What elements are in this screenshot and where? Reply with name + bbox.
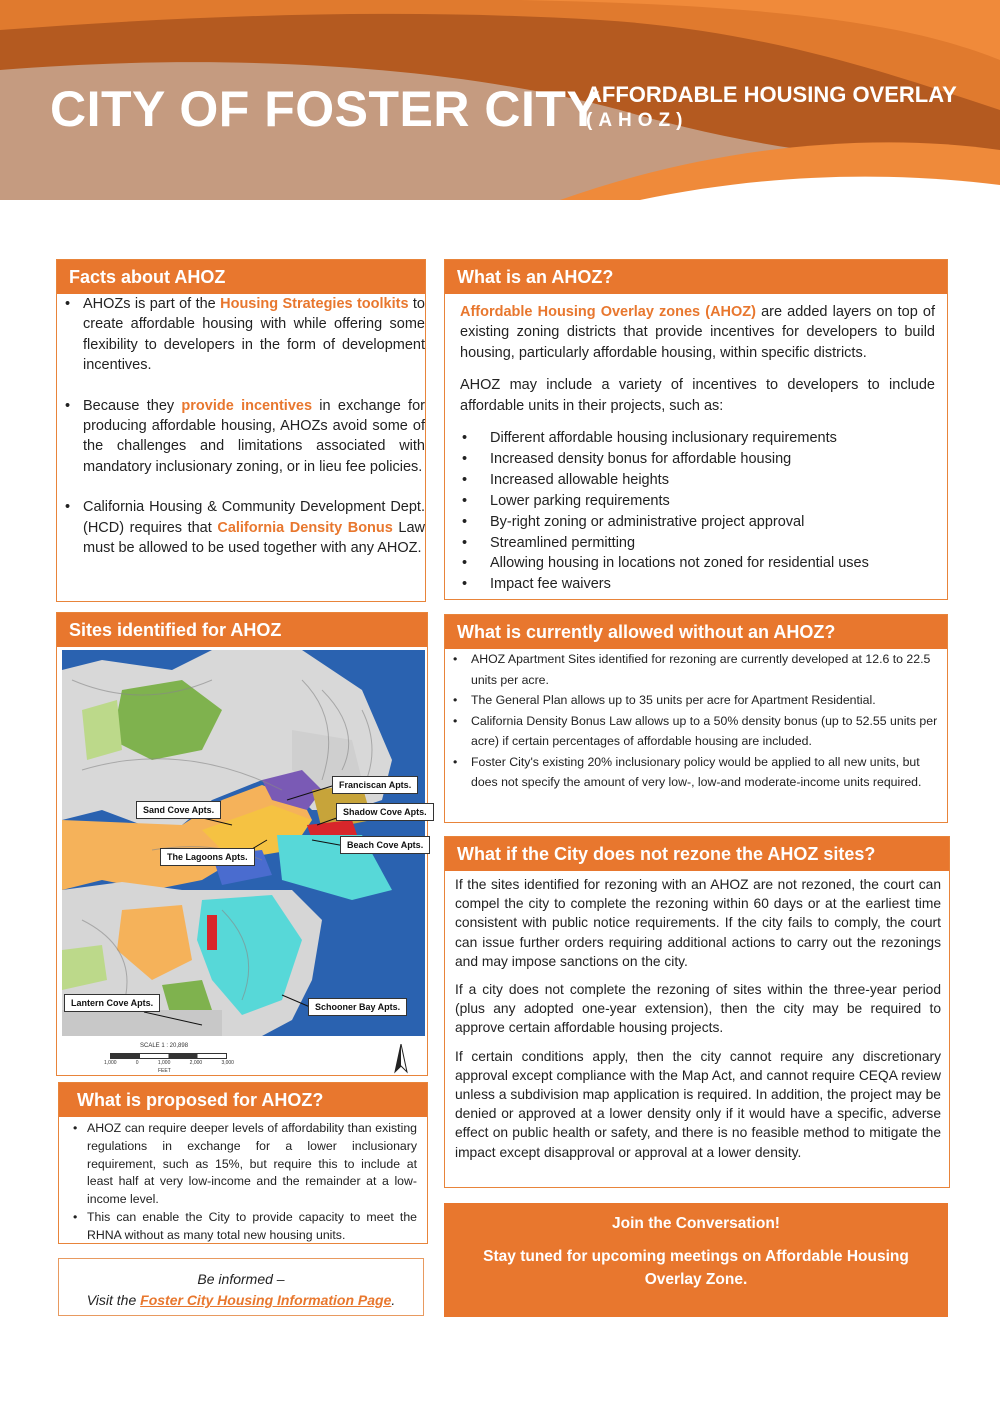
facts-section (56, 259, 426, 602)
list-item: • The General Plan allows up to 35 units per acre for Apartment Residential. (445, 690, 947, 711)
map-scale-label: SCALE 1 : 20,898 (140, 1043, 189, 1049)
scale-tick: 2,000 (189, 1060, 203, 1066)
facts-text: California Housing & Community Development Dept. (HCD) requires that (83, 499, 425, 536)
list-item: • Different affordable housing inclusionary requirements (460, 428, 935, 448)
map-label-beach-cove: Beach Cove Apts. (340, 836, 430, 854)
subtitle-text: AFFORDABLE HOUSING OVERLAY (586, 82, 957, 107)
current-section (444, 614, 948, 823)
informed-visit (59, 1290, 423, 1311)
rezone-paragraph: If certain conditions apply, then the city cannot require any discretionary approval except compliance with the Map Act, and cannot require CEQA review unless a subdivision map application is required. In addition, the project may be denied or approved at a lower density only if it would have a specific, adverse effect on public health or safety, and there is no feasible method to mitigate the impact except disapproval or approval at a lower density. (455, 1048, 941, 1160)
scale-tick: 0 (135, 1060, 139, 1066)
rezone-paragraph: If the sites identified for rezoning with an AHOZ are not rezoned, the court can compel the city to complete the rezoning within 60 days or at the earliest time consistent with public notice requirements. If the city fails to comply, the court can issue further orders requiring additional actions to carry out the rezonings and may impose sanctions on the city. (455, 877, 941, 969)
list-item: • Allowing housing in locations not zoned for residential uses (460, 553, 935, 573)
proposed-heading: What is proposed for AHOZ? (59, 1083, 427, 1117)
rezone-paragraph: If a city does not complete the rezoning of sites within the three-year period (plus any adopted one-year extension), then the city may be required to approve certain affordable housing projects. (455, 982, 941, 1036)
facts-item (57, 396, 425, 478)
page-header (0, 0, 1000, 200)
rezone-heading: What if the City does not rezone the AHOZ sites? (445, 837, 949, 871)
list-item: • Lower parking requirements (460, 491, 935, 511)
map-label-schooner-bay: Schooner Bay Apts. (308, 998, 407, 1016)
list-item: • Increased density bonus for affordable housing (460, 449, 935, 469)
housing-info-link[interactable]: Foster City Housing Information Page (140, 1292, 392, 1308)
what-body (445, 294, 947, 595)
list-item: • Increased allowable heights (460, 470, 935, 490)
what-paragraph: AHOZ may include a variety of incentives to developers to include affordable units in their projects, such as: (460, 377, 935, 414)
facts-item (57, 497, 425, 558)
facts-heading: Facts about AHOZ (57, 260, 425, 294)
map-label-lantern-cove: Lantern Cove Apts. (64, 994, 160, 1012)
what-heading: What is an AHOZ? (445, 260, 947, 294)
facts-text: Law must be allowed to be used together with any AHOZ. (83, 519, 425, 557)
proposed-section (58, 1082, 428, 1244)
list-item: • AHOZ can require deeper levels of affordability than existing regulations in exchange for a lower inclusionary requirement, such as 15%, but require this to include at least half at very low-income and the remainder at a low-income level. (65, 1120, 417, 1209)
list-item: • Impact fee waivers (460, 574, 935, 594)
facts-text: to create affordable housing with while offering some flexibility to developers in the form of development incentives. (83, 296, 425, 374)
page-subtitle (586, 82, 957, 134)
incentive-list (460, 428, 935, 595)
rezone-body (445, 871, 949, 1162)
map-label-lagoons: The Lagoons Apts. (160, 848, 255, 866)
list-item: • AHOZ Apartment Sites identified for rezoning are currently developed at 12.6 to 22.5 units per acre. (445, 649, 947, 690)
informed-box (58, 1258, 424, 1316)
join-text: Stay tuned for upcoming meetings on Affordable Housing Overlay Zone. (483, 1248, 909, 1288)
map-scale-bar (110, 1053, 227, 1059)
list-item: • California Density Bonus Law allows up to a 50% density bonus (up to 52.55 units per acre) if certain percentages of affordable housing are included. (445, 711, 947, 752)
map-label-franciscan: Franciscan Apts. (332, 776, 418, 794)
informed-text: Visit the (86, 1292, 141, 1308)
scale-tick: 1,000 (157, 1060, 171, 1066)
map-label-sand-cove: Sand Cove Apts. (136, 801, 221, 819)
informed-text: . (391, 1292, 396, 1308)
what-text: are added layers on top of existing zoning districts that provide incentives for developers to build housing, particularly affordable housing, within specific districts. (460, 304, 935, 361)
sites-heading: Sites identified for AHOZ (57, 613, 427, 647)
scale-tick: 3,000 (221, 1060, 234, 1066)
north-arrow-icon (394, 1044, 408, 1074)
list-item: • This can enable the City to provide capacity to meet the RHNA without as many total new housing units. (65, 1209, 417, 1245)
map-label-shadow-cove: Shadow Cove Apts. (336, 803, 434, 821)
informed-line: Be informed – (197, 1271, 285, 1287)
current-heading: What is currently allowed without an AHOZ? (445, 615, 947, 649)
what-highlight: Affordable Housing Overlay zones (AHOZ) (460, 304, 756, 320)
facts-highlight: provide incentives (181, 397, 313, 414)
facts-text: AHOZs is part of the (83, 296, 221, 312)
join-title: Join the Conversation! (612, 1215, 780, 1232)
join-box (444, 1203, 948, 1317)
facts-item (57, 294, 425, 376)
facts-text: Because they (83, 397, 182, 414)
map-scale-unit: FEET (158, 1068, 171, 1074)
list-item: • Foster City's existing 20% inclusionary policy would be applied to all new units, but does not specify the amount of very low-, low-and moderate-income units required. (445, 752, 947, 793)
facts-text: in exchange for producing affordable housing, AHOZs avoid some of the challenges and limitations associated with mandatory inclusionary zoning, or in lieu fee policies. (83, 397, 425, 475)
list-item: • Streamlined permitting (460, 533, 935, 553)
list-item: • By-right zoning or administrative project approval (460, 512, 935, 532)
proposed-list (59, 1117, 427, 1245)
current-list (445, 649, 947, 793)
scale-tick: 1,000 (104, 1060, 117, 1066)
map-scale-ticks (104, 1060, 234, 1066)
what-section (444, 259, 948, 600)
subtitle-abbreviation: (AHOZ) (586, 110, 689, 131)
page-title: CITY OF FOSTER CITY (50, 81, 601, 137)
facts-list (57, 294, 425, 558)
what-paragraph (460, 302, 935, 363)
facts-highlight: California Density Bonus (217, 519, 393, 536)
facts-highlight: Housing Strategies toolkits (220, 296, 409, 312)
site-map (62, 650, 425, 1036)
rezone-section (444, 836, 950, 1188)
